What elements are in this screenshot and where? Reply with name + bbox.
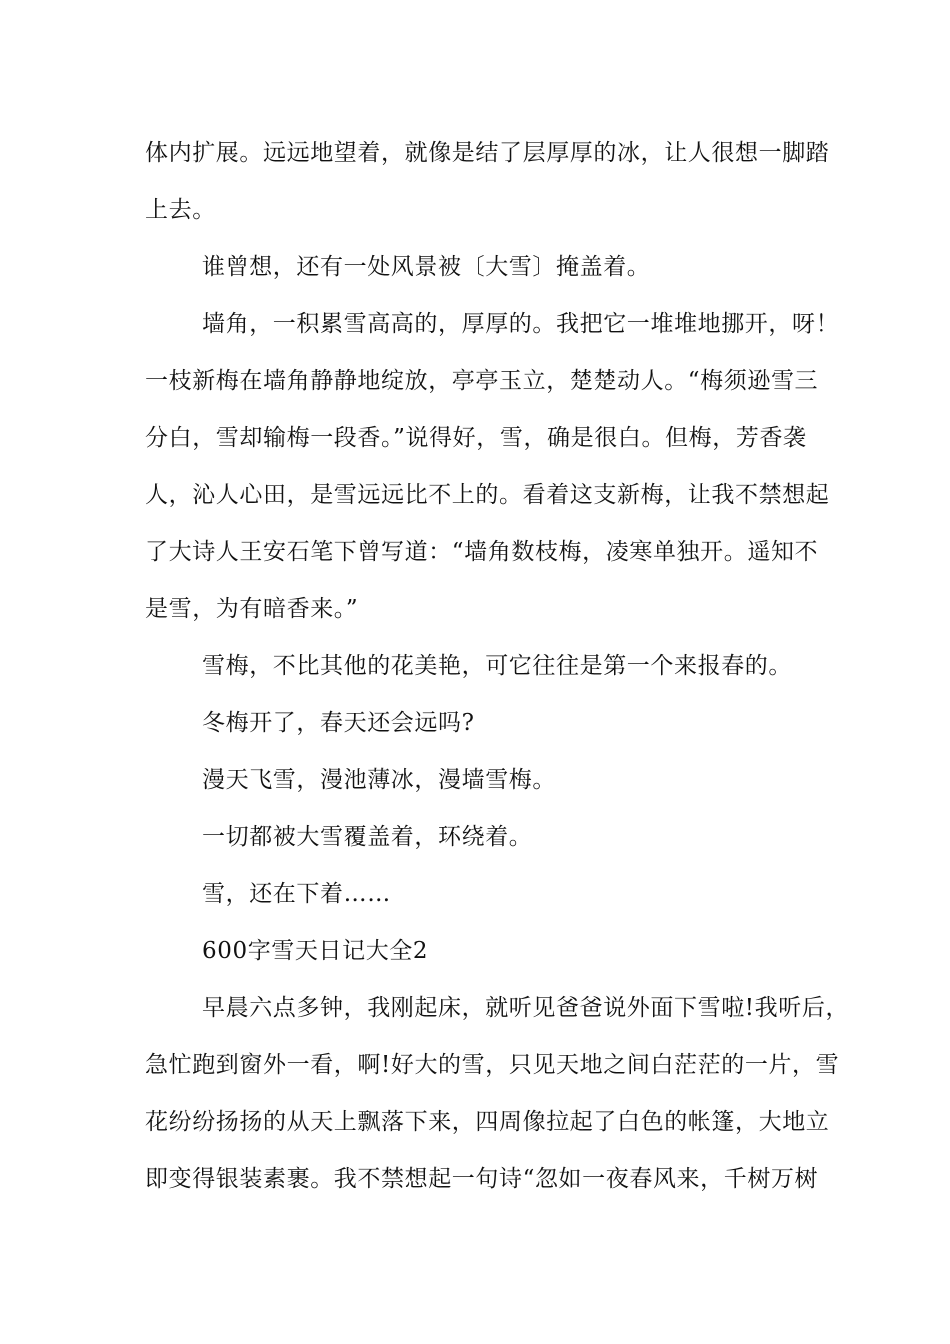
paragraph-line: 谁曾想，还有一处风景被〔大雪〕掩盖着。 bbox=[202, 254, 651, 280]
text-line: 分白，雪却输梅一段香。”说得好，雪，确是很白。但梅，芳香袭 bbox=[145, 425, 807, 451]
text-line: 急忙跑到窗外一看，啊!好大的雪，只见天地之间白茫茫的一片，雪 bbox=[145, 1052, 840, 1078]
paragraph-line: 雪梅，不比其他的花美艳，可它往往是第一个来报春的。 bbox=[202, 653, 792, 679]
paragraph-line: 墙角，一积累雪高高的，厚厚的。我把它一堆堆地挪开，呀！ bbox=[202, 311, 840, 337]
text-line: 人，沁人心田，是雪远远比不上的。看着这支新梅，让我不禁想起 bbox=[145, 482, 830, 508]
text-line: 即变得银装素裹。我不禁想起一句诗“忽如一夜春风来，千树万树 bbox=[145, 1166, 819, 1192]
paragraph-line: 早晨六点多钟，我刚起床，就听见爸爸说外面下雪啦!我听后， bbox=[202, 995, 850, 1021]
text-line: 一枝新梅在墙角静静地绽放，亭亭玉立，楚楚动人。“梅须逊雪三 bbox=[145, 368, 819, 394]
text-line: 了大诗人王安石笔下曾写道：“墙角数枝梅，凌寒单独开。遥知不 bbox=[145, 539, 819, 565]
paragraph-line: 冬梅开了，春天还会远吗? bbox=[202, 710, 475, 736]
text-line: 上去。 bbox=[145, 197, 216, 223]
paragraph-line: 漫天飞雪，漫池薄冰，漫墙雪梅。 bbox=[202, 767, 556, 793]
text-line: 体内扩展。远远地望着，就像是结了层厚厚的冰，让人很想一脚踏 bbox=[145, 140, 830, 166]
section-heading: 600字雪天日记大全2 bbox=[202, 938, 429, 964]
paragraph-line: 雪，还在下着…… bbox=[202, 881, 391, 907]
paragraph-line: 一切都被大雪覆盖着，环绕着。 bbox=[202, 824, 533, 850]
text-line: 是雪，为有暗香来。” bbox=[145, 596, 359, 622]
text-line: 花纷纷扬扬的从天上飘落下来，四周像拉起了白色的帐篷，大地立 bbox=[145, 1109, 830, 1135]
